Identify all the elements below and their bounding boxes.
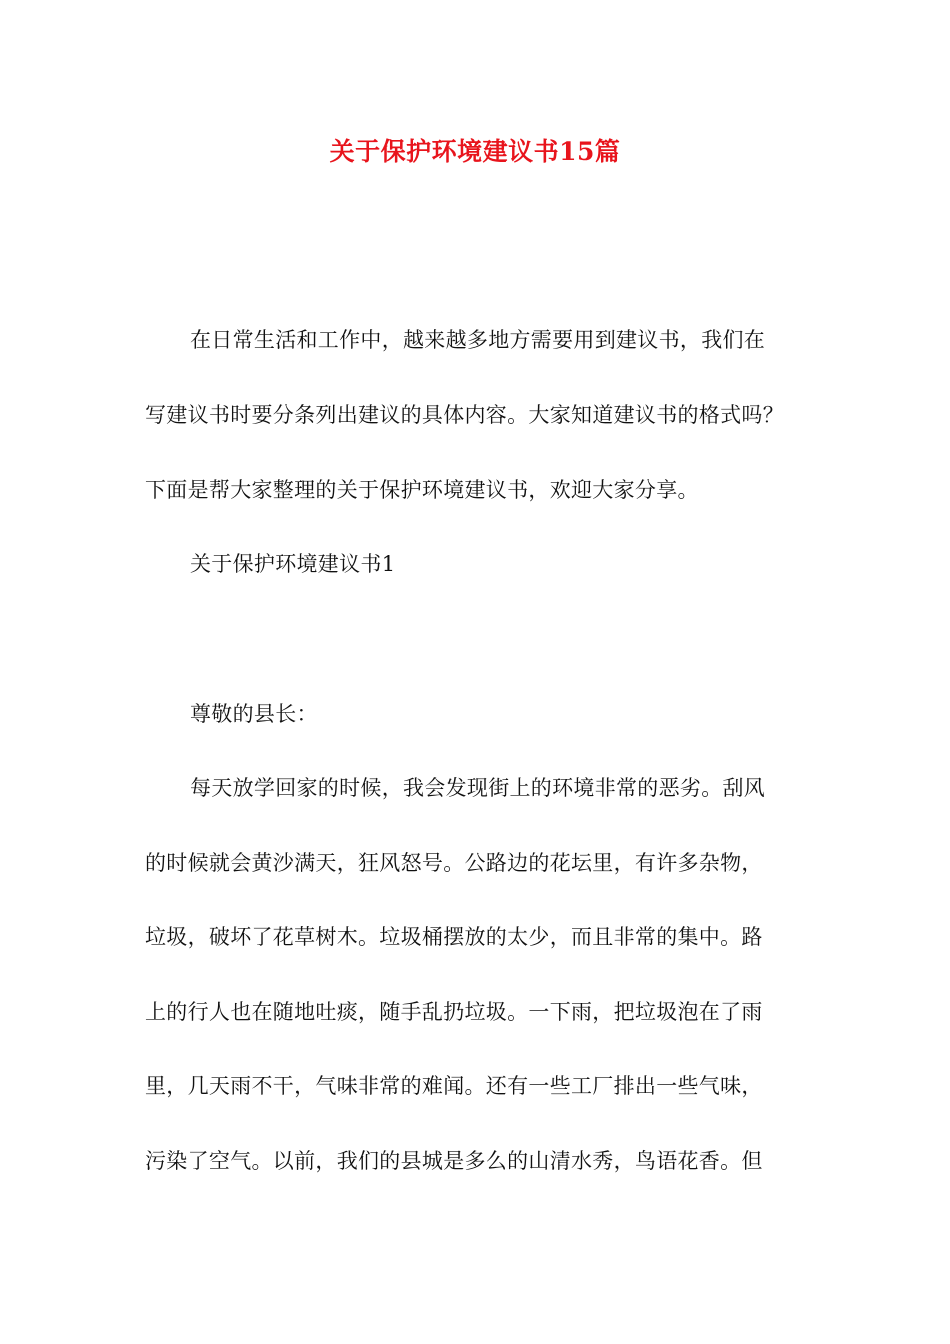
section-heading: 关于保护环境建议书1	[190, 552, 396, 576]
intro-line-2: 写建议书时要分条列出建议的具体内容。大家知道建议书的格式吗？	[145, 403, 784, 427]
intro-line-3: 下面是帮大家整理的关于保护环境建议书，欢迎大家分享。	[145, 478, 699, 502]
body-line-3: 垃圾，破坏了花草树木。垃圾桶摆放的太少，而且非常的集中。路	[145, 925, 763, 949]
body-line-4: 上的行人也在随地吐痰，随手乱扔垃圾。一下雨，把垃圾泡在了雨	[145, 1000, 763, 1024]
intro-line-1: 在日常生活和工作中，越来越多地方需要用到建议书，我们在	[190, 328, 766, 352]
document-title: 关于保护环境建议书15篇	[329, 137, 621, 166]
body-line-6: 污染了空气。以前，我们的县城是多么的山清水秀，鸟语花香。但	[145, 1149, 763, 1173]
salutation: 尊敬的县长：	[190, 702, 318, 726]
body-line-1: 每天放学回家的时候，我会发现街上的环境非常的恶劣。刮风	[190, 776, 766, 800]
body-line-5: 里，几天雨不干，气味非常的难闻。还有一些工厂排出一些气味，	[145, 1074, 763, 1098]
body-line-2: 的时候就会黄沙满天，狂风怒号。公路边的花坛里，有许多杂物，	[145, 851, 763, 875]
